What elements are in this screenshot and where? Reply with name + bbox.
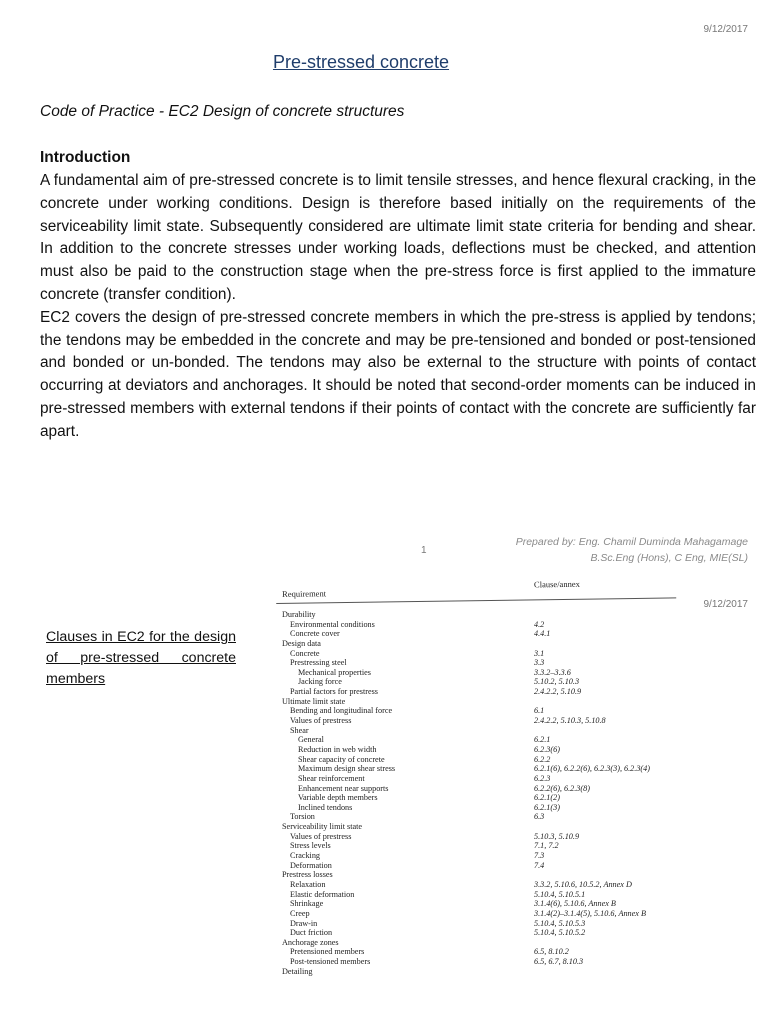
table-row bbox=[276, 697, 676, 707]
requirement-cell: Enhancement near supports bbox=[298, 783, 389, 793]
scanned-clause-table bbox=[276, 578, 676, 976]
clause-cell: 3.1.4(2)–3.1.4(5), 5.10.6, Annex B bbox=[534, 908, 646, 918]
page-date: 9/12/2017 bbox=[703, 599, 748, 610]
introduction-body bbox=[40, 170, 756, 444]
prepared-by-line: Prepared by: Eng. Chamil Duminda Mahagamage bbox=[515, 536, 748, 548]
table-row bbox=[276, 909, 676, 919]
clause-cell: 3.3 bbox=[534, 658, 545, 668]
table-row bbox=[276, 784, 676, 794]
requirement-cell: Relaxation bbox=[290, 879, 326, 889]
table-row bbox=[276, 899, 676, 909]
clause-cell: 4.2 bbox=[534, 619, 545, 629]
requirement-cell: Partial factors for prestress bbox=[290, 687, 378, 697]
table-row bbox=[276, 861, 676, 871]
table-row bbox=[276, 764, 676, 774]
table-row bbox=[276, 677, 676, 687]
paragraph: EC2 covers the design of pre-stressed concrete members in which the pre-stress is applied by tendons; the tendons may be embedded in the concrete and may be pre-tensioned and bonded or post-tensioned and bonded or un-bonded. The tendons may also be external to the structure with points of contact occurring at deviators and anchorages. It should be noted that second-order moments can be induced in pre-stressed members with external tendons if their points of contact with the concrete are sufficiently far apart. bbox=[40, 308, 756, 440]
requirement-cell: Mechanical properties bbox=[298, 667, 371, 677]
clause-cell: 7.4 bbox=[534, 860, 545, 870]
requirement-cell: Bending and longitudinal force bbox=[290, 706, 393, 716]
table-row bbox=[276, 649, 676, 659]
requirement-cell: Variable depth members bbox=[298, 793, 378, 803]
table-row bbox=[276, 687, 676, 697]
clause-cell: 5.10.2, 5.10.3 bbox=[534, 677, 580, 687]
page-number: 1 bbox=[421, 545, 427, 556]
clause-cell: 7.3 bbox=[534, 851, 545, 861]
clause-cell: 5.10.4, 5.10.5.1 bbox=[534, 889, 586, 899]
table-body bbox=[276, 610, 676, 976]
page-date: 9/12/2017 bbox=[703, 24, 748, 35]
table-row bbox=[276, 890, 676, 900]
requirement-cell: Maximum design shear stress bbox=[298, 764, 396, 774]
requirement-cell: Elastic deformation bbox=[290, 889, 355, 899]
table-row bbox=[276, 658, 676, 668]
table-row bbox=[276, 919, 676, 929]
table-row bbox=[276, 793, 676, 803]
table-row bbox=[276, 716, 676, 726]
page-title: Pre-stressed concrete bbox=[272, 52, 450, 72]
table-row bbox=[276, 639, 676, 649]
clause-cell: 3.3.2–3.3.6 bbox=[534, 667, 571, 677]
table-row bbox=[276, 803, 676, 813]
clause-cell: 3.1.4(6), 5.10.6, Annex B bbox=[534, 899, 616, 909]
table-row bbox=[276, 755, 676, 765]
requirement-cell: Ultimate limit state bbox=[282, 696, 346, 706]
requirement-cell: Anchorage zones bbox=[282, 937, 339, 947]
clause-column-header: Clause/annex bbox=[533, 578, 580, 590]
clause-cell: 6.5, 8.10.2 bbox=[534, 947, 569, 957]
table-row bbox=[276, 610, 676, 620]
requirement-cell: Reduction in web width bbox=[298, 744, 377, 754]
qualifications-line: B.Sc.Eng (Hons), C Eng, MIE(SL) bbox=[590, 552, 748, 564]
clause-cell: 6.2.2 bbox=[534, 754, 551, 764]
requirement-cell: Inclined tendons bbox=[298, 802, 353, 812]
requirement-cell: Shear reinforcement bbox=[298, 773, 365, 783]
clause-cell: 6.1 bbox=[534, 706, 545, 716]
table-row bbox=[276, 629, 676, 639]
requirement-cell: Jacking force bbox=[298, 677, 342, 687]
table-header bbox=[276, 579, 676, 604]
clause-cell: 6.2.2(6), 6.2.3(8) bbox=[534, 783, 590, 793]
table-row bbox=[276, 967, 676, 977]
clause-cell: 5.10.4, 5.10.5.3 bbox=[534, 918, 586, 928]
requirement-cell: Deformation bbox=[290, 860, 332, 870]
slide-page-2 bbox=[0, 575, 768, 1024]
clause-cell: 4.4.1 bbox=[534, 629, 551, 639]
requirement-cell: Shear capacity of concrete bbox=[298, 754, 385, 764]
table-row bbox=[276, 870, 676, 880]
requirement-cell: Duct friction bbox=[290, 928, 333, 938]
table-row bbox=[276, 822, 676, 832]
table-row bbox=[276, 745, 676, 755]
clause-cell: 2.4.2.2, 5.10.9 bbox=[534, 687, 582, 697]
requirement-cell: Detailing bbox=[282, 966, 313, 976]
requirement-cell: Shear bbox=[290, 725, 309, 735]
requirement-cell: Concrete bbox=[290, 648, 320, 658]
paragraph: A fundamental aim of pre-stressed concrete is to limit tensile stresses, and hence flexural cracking, in the concrete under working conditions. Design is therefore based initially on the requirements of the serviceability limit state. Subsequently considered are ultimate limit state criteria for bending and shear. In addition to the concrete stresses under working loads, deflections must be checked, and attention must also be paid to the construction stage when the pre-stress force is first applied to the immature concrete (transfer condition). bbox=[40, 172, 756, 303]
requirement-column-header: Requirement bbox=[282, 588, 327, 599]
requirement-cell: Torsion bbox=[290, 812, 315, 822]
table-row bbox=[276, 832, 676, 842]
table-row bbox=[276, 938, 676, 948]
clause-cell: 3.1 bbox=[534, 648, 545, 658]
clause-cell: 6.2.1(3) bbox=[534, 802, 560, 812]
clause-cell: 6.2.3(6) bbox=[534, 744, 560, 754]
requirement-cell: Values of prestress bbox=[290, 831, 352, 841]
requirement-cell: Concrete cover bbox=[290, 629, 340, 639]
clause-cell: 3.3.2, 5.10.6, 10.5.2, Annex D bbox=[534, 879, 632, 889]
table-row bbox=[276, 620, 676, 630]
table-row bbox=[276, 851, 676, 861]
clause-cell: 6.3 bbox=[534, 812, 545, 822]
requirement-cell: Design data bbox=[282, 638, 321, 648]
requirement-cell: Post-tensioned members bbox=[290, 957, 371, 967]
clause-cell: 5.10.3, 5.10.9 bbox=[534, 831, 580, 841]
clauses-heading: Clauses in EC2 for the design of pre-stressed concrete members bbox=[46, 629, 236, 687]
requirement-cell: Cracking bbox=[290, 851, 321, 861]
clause-cell: 6.5, 6.7, 8.10.3 bbox=[534, 957, 584, 967]
requirement-cell: Stress levels bbox=[290, 841, 331, 851]
requirement-cell: Serviceability limit state bbox=[282, 822, 363, 832]
prepared-by-footer bbox=[516, 534, 748, 566]
requirement-cell: Creep bbox=[290, 908, 310, 918]
requirement-cell: General bbox=[298, 735, 324, 745]
requirement-cell: Environmental conditions bbox=[290, 619, 375, 629]
clause-cell: 6.2.1(6), 6.2.2(6), 6.2.3(3), 6.2.3(4) bbox=[534, 764, 650, 774]
table-row bbox=[276, 957, 676, 967]
table-row bbox=[276, 841, 676, 851]
table-row bbox=[276, 947, 676, 957]
clause-cell: 7.1, 7.2 bbox=[534, 841, 559, 851]
clause-cell: 6.2.1(2) bbox=[534, 793, 560, 803]
clause-cell: 6.2.1 bbox=[534, 735, 551, 745]
table-row bbox=[276, 726, 676, 736]
clause-cell: 6.2.3 bbox=[534, 773, 551, 783]
requirement-cell: Durability bbox=[282, 610, 316, 619]
requirement-cell: Draw-in bbox=[290, 918, 318, 928]
requirement-cell: Shrinkage bbox=[290, 899, 324, 909]
code-of-practice-subtitle: Code of Practice - EC2 Design of concrete structures bbox=[40, 103, 405, 120]
table-row bbox=[276, 706, 676, 716]
requirement-cell: Pretensioned members bbox=[290, 947, 365, 957]
table-row bbox=[276, 812, 676, 822]
table-row bbox=[276, 880, 676, 890]
clause-cell: 5.10.4, 5.10.5.2 bbox=[534, 928, 586, 938]
introduction-heading: Introduction bbox=[40, 149, 131, 166]
table-row bbox=[276, 774, 676, 784]
table-row bbox=[276, 735, 676, 745]
requirement-cell: Prestress losses bbox=[282, 870, 333, 880]
requirement-cell: Prestressing steel bbox=[290, 658, 347, 668]
table-row bbox=[276, 928, 676, 938]
clause-cell: 2.4.2.2, 5.10.3, 5.10.8 bbox=[534, 716, 606, 726]
requirement-cell: Values of prestress bbox=[290, 716, 352, 726]
table-row bbox=[276, 668, 676, 678]
